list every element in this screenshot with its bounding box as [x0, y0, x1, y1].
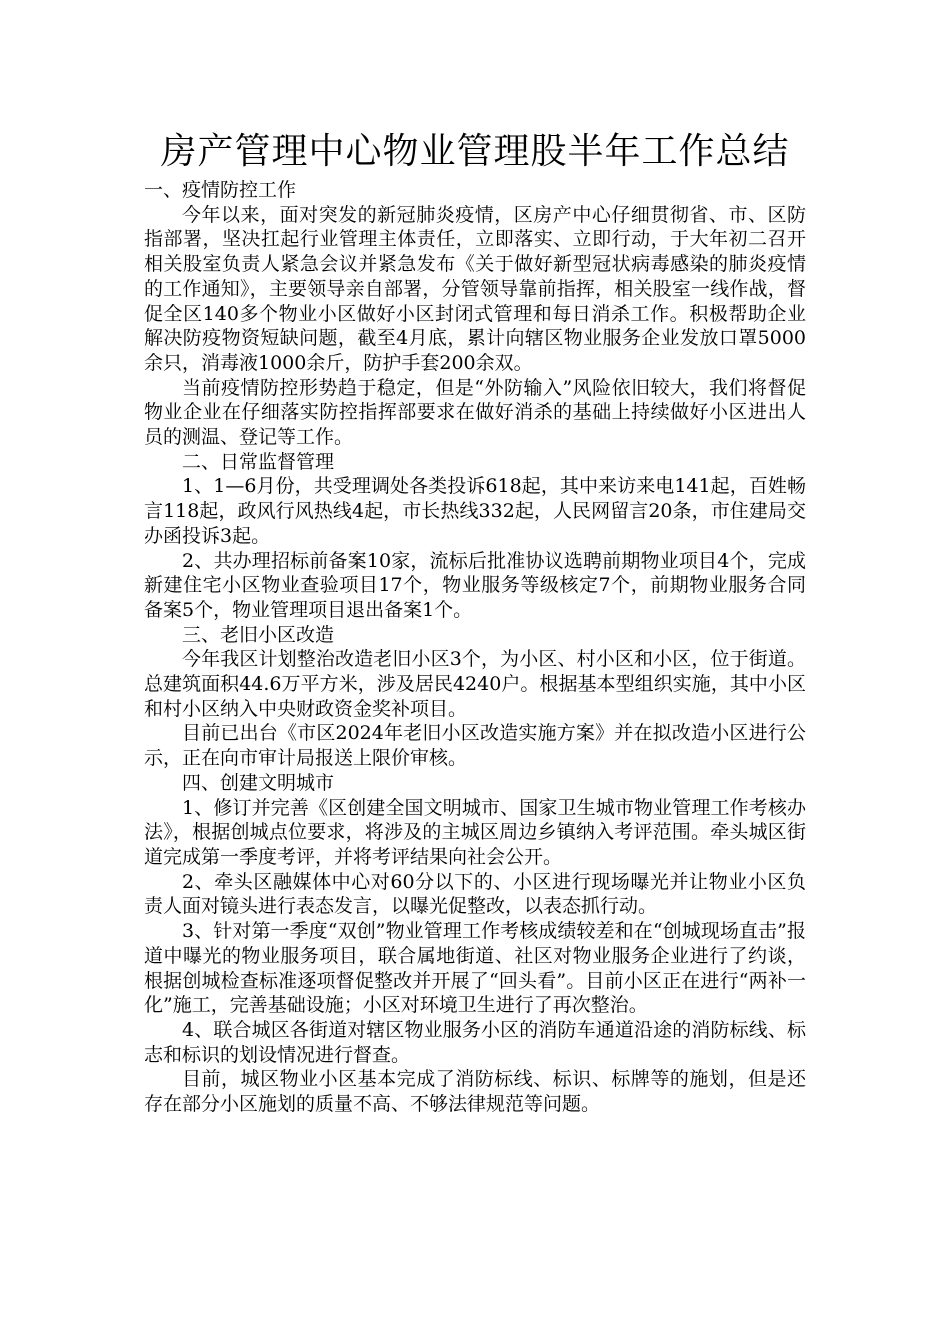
document-page: [144, 128, 806, 1117]
section-daily-supervision: [144, 450, 806, 623]
paragraph: 当前疫情防控形势趋于稳定，但是“外防输入”风险依旧较大，我们将督促物业企业在仔细落实防控指挥部要求在做好消杀的基础上持续做好小区进出人员的测温、登记等工作。: [144, 376, 806, 449]
paragraph: 3、针对第一季度“双创”物业管理工作考核成绩较差和在“创城现场直击”报道中曝光的物业服务项目，联合属地街道、社区对物业服务企业进行了约谈，根据创城检查标准逐项督促整改并开展了“回头看”。目前小区正在进行“两补一化”施工，完善基础设施；小区对环境卫生进行了再次整治。: [144, 920, 806, 1017]
paragraph: 1、1—6月份，共受理调处各类投诉618起，其中来访来电141起，百姓畅言118起，政风行风热线4起，市长热线332起，人民网留言20条，市住建局交办函投诉3起。: [144, 475, 806, 547]
paragraph: 2、牵头区融媒体中心对60分以下的、小区进行现场曝光并让物业小区负责人面对镜头进行表态发言，以曝光促整改，以表态抓行动。: [144, 870, 806, 918]
section-epidemic-control: [144, 178, 806, 450]
section-heading: 三、老旧小区改造: [182, 623, 335, 646]
paragraph: 4、联合城区各街道对辖区物业服务小区的消防车通道沿途的消防标线、标志和标识的划设情况进行督查。: [144, 1018, 806, 1066]
document-body: [144, 178, 806, 1117]
section-heading: 四、创建文明城市: [182, 771, 335, 794]
paragraph: 今年我区计划整治改造老旧小区3个，为小区、村小区和小区，位于街道。总建筑面积44.6万平方米，涉及居民4240户。根据基本型组织实施，其中小区和村小区纳入中央财政资金奖补项目。: [144, 648, 806, 720]
section-heading: 二、日常监督管理: [182, 450, 335, 473]
document-title: 房产管理中心物业管理股半年工作总结: [160, 131, 790, 172]
section-civilized-city: [144, 771, 806, 1117]
paragraph: 目前已出台《市区2024年老旧小区改造实施方案》并在拟改造小区进行公示，正在向市审计局报送上限价审核。: [144, 722, 806, 770]
section-old-community-renovation: [144, 623, 806, 771]
section-heading: 一、疫情防控工作: [144, 179, 297, 201]
paragraph: 目前，城区物业小区基本完成了消防标线、标识、标牌等的施划，但是还存在部分小区施划的质量不高、不够法律规范等问题。: [144, 1068, 806, 1116]
paragraph: 2、共办理招标前备案10家，流标后批准协议选聘前期物业项目4个，完成新建住宅小区物业查验项目17个，物业服务等级核定7个，前期物业服务合同备案5个，物业管理项目退出备案1个。: [144, 549, 806, 621]
paragraph: 今年以来，面对突发的新冠肺炎疫情，区房产中心仔细贯彻省、市、区防指部署，坚决扛起行业管理主体责任，立即落实、立即行动，于大年初二召开相关股室负责人紧急会议并紧急发布《关于做好新型冠状病毒感染的肺炎疫情的工作通知》，主要领导亲自部署，分管领导靠前指挥，相关股室一线作战，督促全区140多个物业小区做好小区封闭式管理和每日消杀工作。积极帮助企业解决防疫物资短缺问题，截至4月底，累计向辖区物业服务企业发放口罩5000余只，消毒液1000余斤，防护手套200余双。: [144, 203, 806, 374]
paragraph: 1、修订并完善《区创建全国文明城市、国家卫生城市物业管理工作考核办法》，根据创城点位要求，将涉及的主城区周边乡镇纳入考评范围。牵头城区街道完成第一季度考评，并将考评结果向社会公开。: [144, 796, 806, 868]
